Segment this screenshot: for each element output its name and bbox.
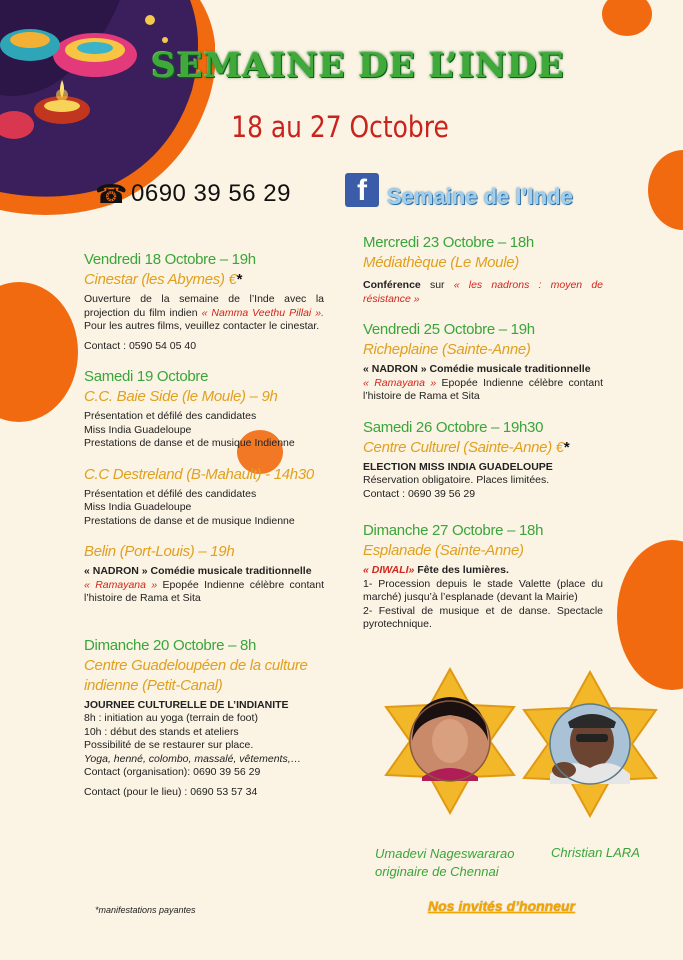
film-title: « Namma Veethu Pillai ». xyxy=(201,306,324,319)
event-destreland xyxy=(84,465,324,529)
event-dates: 18 au 27 Octobre xyxy=(231,110,449,144)
desc-text: Epopée Indienne célèbre contant l’histoire de Rama et Sita xyxy=(84,578,324,604)
desc-line: Prestations de danse et de musique Indienne xyxy=(84,437,295,449)
desc-line: Présentation et défilé des candidates xyxy=(84,410,257,422)
event-place: Médiathèque (Le Moule) xyxy=(363,254,519,271)
desc-line: Miss India Guadeloupe xyxy=(84,501,192,513)
event-place: Richeplaine (Sainte-Anne) xyxy=(363,341,531,358)
event-place xyxy=(84,270,324,290)
guest-umadevi xyxy=(375,845,535,881)
event-date: Samedi 26 Octobre – 19h30 xyxy=(363,418,544,436)
desc-line: Miss India Guadeloupe xyxy=(84,423,192,436)
event-place: C.C Destreland (B-Mahault) - 14h30 xyxy=(84,465,314,483)
desc-line: 8h : initiation au yoga (terrain de foot) xyxy=(84,712,258,724)
desc-line: « NADRON » Comédie musicale traditionnelle xyxy=(363,363,591,375)
desc-line: JOURNEE CULTURELLE DE L’INDIANITE xyxy=(84,698,289,711)
event-description xyxy=(84,488,324,529)
guest-portrait-christian-lara xyxy=(520,670,660,818)
orange-blob-right-lower xyxy=(617,540,683,690)
event-belin xyxy=(84,542,324,606)
phone-number[interactable]: 0690 39 56 29 xyxy=(131,180,291,207)
desc-line: Possibilité de se restaurer sur place. xyxy=(84,739,254,751)
event-date: Dimanche 20 Octobre – 8h xyxy=(84,636,257,654)
event-place: Centre Guadeloupéen de la culture indienne (Petit-Canal) xyxy=(84,656,308,694)
event-date: Vendredi 18 Octobre – 19h xyxy=(84,251,256,268)
event-baie-side xyxy=(84,367,324,451)
desc-line: Contact : 0690 39 56 29 xyxy=(363,487,476,500)
orange-blob-top-right xyxy=(602,0,652,36)
desc-text: Ouverture de la semaine de l’Inde avec la projection du film indien xyxy=(84,293,324,319)
page-title: SEMAINE DE L’INDE xyxy=(151,46,565,86)
event-petit-canal xyxy=(84,636,324,800)
event-cinestar xyxy=(84,250,324,353)
guests-of-honour-title: Nos invités d’honneur xyxy=(428,898,576,914)
facebook-icon[interactable]: f xyxy=(345,173,379,207)
event-description xyxy=(84,293,324,334)
desc-text: Pour les autres films, veuillez contacter le cinestar. xyxy=(84,320,320,332)
guest-christian-lara: Christian LARA xyxy=(551,845,640,860)
guest-portrait-umadevi xyxy=(382,667,518,815)
paid-star: * xyxy=(563,438,570,456)
desc-text: Epopée Indienne célèbre contant l’histoire de Rama et Sita xyxy=(363,376,603,402)
diwali-title: « DIWALI» xyxy=(363,564,415,576)
event-description xyxy=(363,461,603,502)
event-place-text: Centre Culturel (Sainte-Anne) € xyxy=(363,438,564,456)
event-description xyxy=(84,565,324,606)
facebook-page-name[interactable]: Semaine de l’Inde xyxy=(387,184,573,209)
facebook-contact xyxy=(345,170,573,210)
event-description xyxy=(363,363,603,404)
desc-text: Conférence xyxy=(363,279,421,291)
desc-line: Contact (organisation): 0690 39 56 29 xyxy=(84,766,261,778)
event-richeplaine xyxy=(363,320,603,404)
guest-origin: originaire de Chennai xyxy=(375,864,499,879)
desc-line: Prestations de danse et de musique Indienne xyxy=(84,514,295,527)
guest-name: Umadevi Nageswararao xyxy=(375,846,515,861)
event-description xyxy=(363,279,603,306)
desc-line: « NADRON » Comédie musicale traditionnelle xyxy=(84,565,312,577)
event-description xyxy=(363,564,603,632)
event-place: Belin (Port-Louis) – 19h xyxy=(84,543,235,560)
event-esplanade xyxy=(363,521,603,632)
event-date: Samedi 19 Octobre xyxy=(84,368,209,385)
event-place: Esplanade (Sainte-Anne) xyxy=(363,542,524,559)
event-mediatheque xyxy=(363,233,603,306)
desc-line: Yoga, henné, colombo, massalé, vêtements,… xyxy=(84,752,302,765)
event-place-text: Cinestar (les Abymes) € xyxy=(84,271,237,288)
desc-line: 10h : début des stands et ateliers xyxy=(84,725,239,738)
paid-star: * xyxy=(236,271,243,288)
ramayana-title: « Ramayana » xyxy=(363,376,437,389)
orange-blob-right-upper xyxy=(648,150,683,230)
desc-text: Fête des lumières. xyxy=(414,564,509,576)
event-place: C.C. Baie Side (le Moule) – 9h xyxy=(84,388,278,405)
desc-line: ELECTION MISS INDIA GUADELOUPE xyxy=(363,460,553,473)
event-description xyxy=(84,699,324,800)
desc-text: sur xyxy=(420,279,454,291)
event-date: Dimanche 27 Octobre – 18h xyxy=(363,522,544,539)
right-column xyxy=(363,233,603,646)
left-column xyxy=(84,250,324,813)
event-date: Vendredi 25 Octobre – 19h xyxy=(363,321,535,338)
event-description xyxy=(84,410,324,451)
ramayana-title: « Ramayana » xyxy=(84,578,158,591)
desc-line: Contact (pour le lieu) : 0690 53 57 34 xyxy=(84,785,258,798)
footnote-paid-events: *manifestations payantes xyxy=(95,905,196,915)
desc-line: Présentation et défilé des candidates xyxy=(84,487,257,500)
desc-line: 2- Festival de musique et de danse. Spectacle pyrotechnique. xyxy=(363,604,603,630)
event-date: Mercredi 23 Octobre – 18h xyxy=(363,234,534,251)
desc-line: 1- Procession depuis le stade Valette (place du marché) jusqu’à l’esplanade (devant la Mairie) xyxy=(363,577,603,603)
event-centre-culturel xyxy=(363,418,603,502)
phone-contact xyxy=(95,180,291,208)
event-place xyxy=(363,438,603,458)
desc-line: Réservation obligatoire. Places limitées. xyxy=(363,474,550,486)
telephone-icon: ☎ xyxy=(95,179,128,209)
event-contact: Contact : 0590 54 05 40 xyxy=(84,339,197,352)
orange-blob-left xyxy=(0,282,78,422)
conference-title: « les nadrons : moyen de résistance » xyxy=(363,279,604,305)
